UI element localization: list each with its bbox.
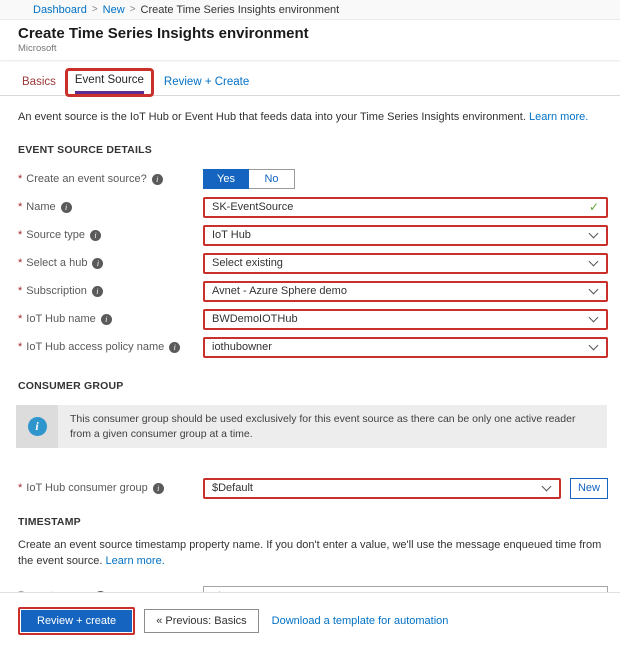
review-create-button[interactable]: Review + create (21, 610, 132, 632)
timestamp-learn-more-link[interactable]: Learn more. (105, 555, 165, 568)
section-event-source-details: EVENT SOURCE DETAILS (18, 144, 152, 156)
create-event-source-toggle (203, 169, 295, 189)
info-circle-icon: i (28, 417, 47, 436)
info-icon[interactable]: i (90, 230, 101, 241)
access-policy-label (18, 341, 203, 353)
breadcrumb-separator-icon: > (91, 4, 98, 15)
source-type-annotation (203, 225, 608, 246)
iot-hub-name-annotation (203, 309, 608, 330)
subscription-dropdown[interactable]: Avnet - Azure Sphere demo (212, 285, 347, 297)
label-text: Name (26, 201, 56, 213)
toggle-yes-button[interactable]: Yes (203, 169, 249, 189)
select-hub-label (18, 257, 203, 269)
chevron-down-icon (589, 228, 599, 238)
wizard-footer (0, 592, 620, 648)
row-subscription (18, 277, 608, 305)
breadcrumb-new[interactable]: New (102, 3, 125, 16)
section-consumer-group: CONSUMER GROUP (18, 380, 124, 392)
source-type-dropdown[interactable]: IoT Hub (212, 229, 251, 241)
breadcrumb-current: Create Time Series Insights environment (140, 3, 340, 16)
iot-hub-name-label (18, 313, 203, 325)
row-source-type (18, 221, 608, 249)
page-subtitle: Microsoft (18, 43, 57, 54)
required-marker: * (18, 341, 23, 353)
required-marker: * (18, 173, 23, 185)
consumer-group-info-box (16, 405, 607, 448)
row-select-hub (18, 249, 608, 277)
required-marker: * (18, 313, 23, 325)
required-marker: * (18, 285, 23, 297)
consumer-group-label (18, 482, 203, 494)
label-text: Select a hub (26, 257, 88, 269)
select-hub-annotation (203, 253, 608, 274)
required-marker: * (18, 229, 23, 241)
subscription-annotation (203, 281, 608, 302)
required-marker: * (18, 257, 23, 269)
row-create-event-source (18, 165, 608, 193)
label-text: IoT Hub access policy name (26, 341, 165, 353)
iot-hub-name-dropdown[interactable]: BWDemoIOTHub (212, 313, 298, 325)
previous-basics-button[interactable]: « Previous: Basics (144, 609, 258, 633)
info-icon[interactable]: i (61, 202, 72, 213)
page-header (0, 20, 620, 60)
row-access-policy (18, 333, 608, 361)
info-icon[interactable]: i (152, 174, 163, 185)
row-name (18, 193, 608, 221)
chevron-down-icon (589, 312, 599, 322)
required-marker: * (18, 201, 23, 213)
page-title: Create Time Series Insights environment (18, 25, 309, 42)
section-timestamp: TIMESTAMP (18, 516, 81, 529)
label-text: Subscription (26, 285, 87, 297)
info-icon[interactable]: i (101, 314, 112, 325)
timestamp-description-text: Create an event source timestamp property name. If you don't enter a value, we'll use the message enqueued time from the event source. (18, 539, 602, 568)
breadcrumb (0, 0, 620, 20)
info-icon[interactable]: i (92, 258, 103, 269)
breadcrumb-separator-icon: > (129, 4, 136, 15)
tab-basics[interactable]: Basics (22, 76, 56, 88)
breadcrumb-dashboard[interactable]: Dashboard (33, 3, 87, 16)
create-event-source-label (18, 173, 203, 185)
new-consumer-group-button[interactable]: New (570, 478, 608, 499)
toggle-no-button[interactable]: No (249, 169, 295, 189)
access-policy-annotation (203, 337, 608, 358)
tab-event-source[interactable]: Event Source (75, 74, 144, 94)
timestamp-description (18, 538, 602, 570)
info-box-text: This consumer group should be used exclusively for this event source as there can be only one active reader from a given consumer group at a time. (70, 413, 576, 440)
consumer-group-dropdown[interactable]: $Default (212, 482, 253, 495)
info-icon[interactable]: i (169, 342, 180, 353)
access-policy-dropdown[interactable]: iothubowner (212, 341, 272, 353)
chevron-down-icon (589, 256, 599, 266)
source-type-label (18, 229, 203, 241)
name-input[interactable]: SK-EventSource (212, 201, 294, 213)
name-field-annotation (203, 197, 608, 218)
download-template-link[interactable]: Download a template for automation (271, 614, 449, 627)
chevron-down-icon (589, 340, 599, 350)
name-label (18, 201, 203, 213)
intro-sentence: An event source is the IoT Hub or Event Hub that feeds data into your Time Series Insights environment. (18, 111, 526, 123)
chevron-down-icon (542, 481, 552, 491)
label-text: Create an event source? (26, 173, 147, 185)
event-source-form (18, 165, 608, 361)
consumer-group-form (18, 474, 608, 502)
event-source-tab-annotation (65, 68, 154, 97)
select-hub-dropdown[interactable]: Select existing (212, 257, 283, 269)
consumer-group-annotation (203, 478, 561, 499)
review-create-annotation (18, 607, 135, 635)
row-iot-hub-name (18, 305, 608, 333)
subscription-label (18, 285, 203, 297)
info-icon[interactable]: i (92, 286, 103, 297)
row-consumer-group (18, 474, 608, 502)
tab-review-create[interactable]: Review + Create (163, 76, 250, 88)
chevron-down-icon (589, 284, 599, 294)
intro-learn-more-link[interactable]: Learn more. (528, 111, 589, 123)
label-text: Source type (26, 229, 85, 241)
label-text: IoT Hub name (26, 313, 96, 325)
intro-text (18, 111, 602, 123)
info-icon[interactable]: i (153, 483, 164, 494)
valid-check-icon: ✓ (588, 200, 599, 214)
required-marker: * (18, 482, 23, 495)
info-box-icon-cell (16, 405, 58, 448)
wizard-tabs (0, 60, 620, 96)
label-text: IoT Hub consumer group (26, 482, 148, 495)
